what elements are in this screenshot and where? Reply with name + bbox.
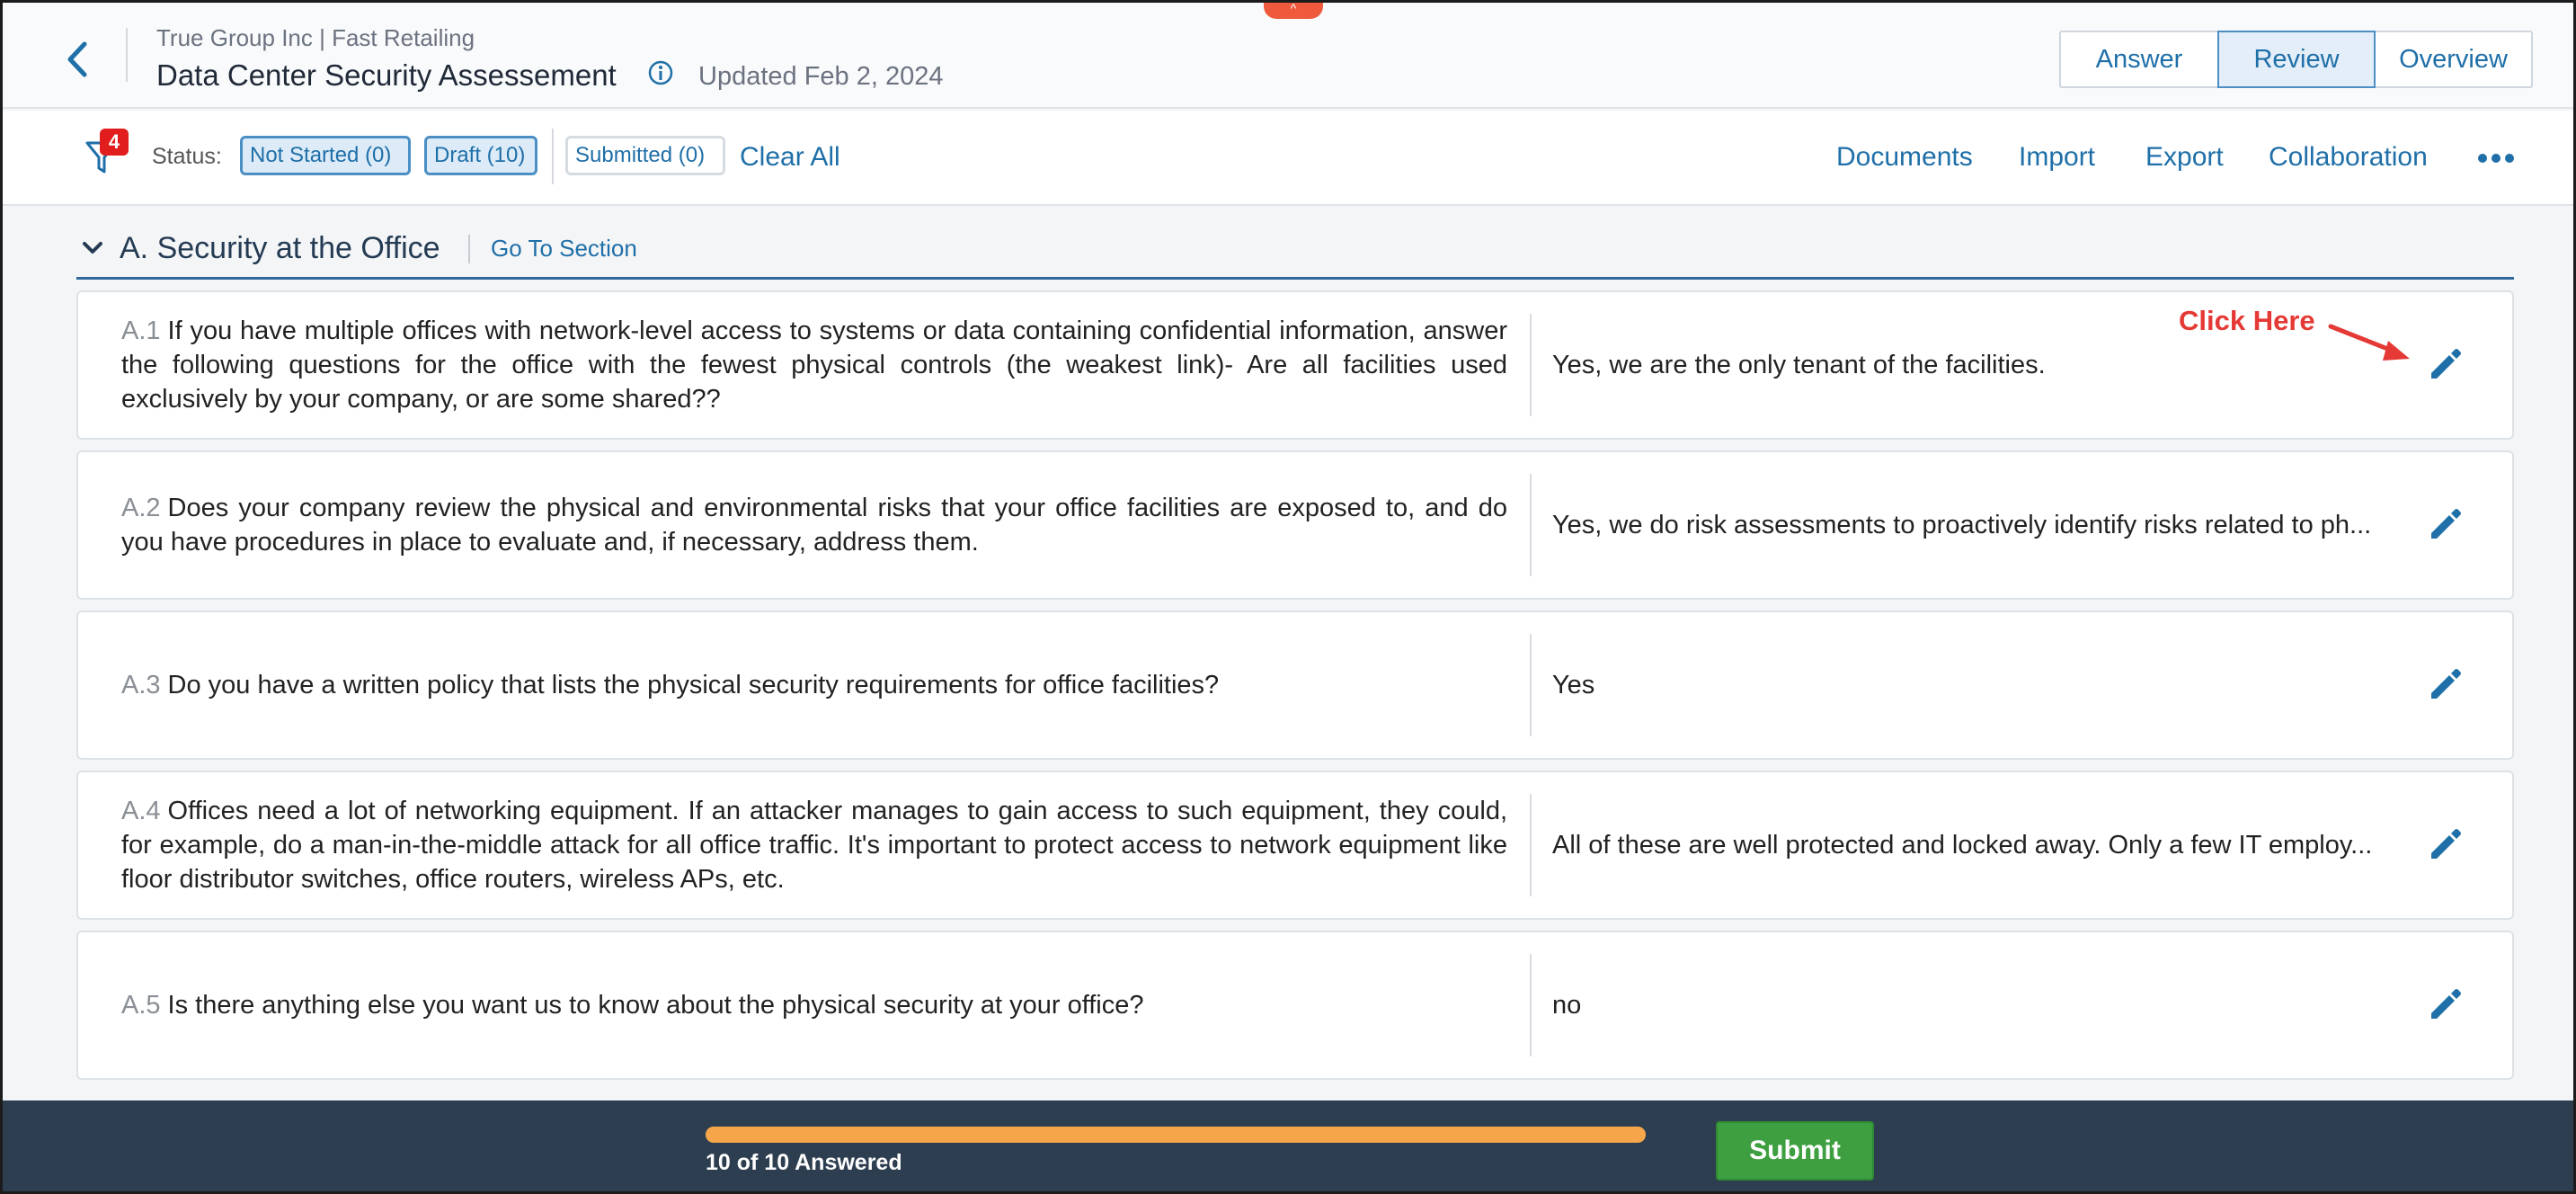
toolbar-divider: [552, 129, 554, 184]
section-title: A. Security at the Office: [120, 231, 440, 265]
collaboration-link[interactable]: Collaboration: [2269, 142, 2428, 172]
import-link[interactable]: Import: [2019, 142, 2096, 172]
card-divider: [1530, 794, 1532, 896]
question-card: [76, 610, 2514, 760]
header-divider: [126, 28, 128, 82]
question-body: If you have multiple offices with network-level access to systems or data containing confidential information, answer the following questions for the office with the fewest physical controls (the weakest link)- Are all facilities used exclusively by your company, or are some shared??: [121, 316, 1507, 414]
chevron-left-icon: [65, 40, 88, 78]
question-card: [76, 771, 2514, 920]
footer-bar: [3, 1100, 2573, 1194]
documents-link[interactable]: Documents: [1836, 142, 1973, 172]
answer-body: no: [1552, 990, 1582, 1020]
answer-text: [1552, 932, 2397, 1078]
status-chip-draft[interactable]: Draft (10): [424, 136, 537, 175]
info-icon[interactable]: [646, 58, 675, 87]
question-text: [121, 452, 1507, 598]
card-divider: [1530, 314, 1532, 416]
tab-answer[interactable]: Answer: [2095, 44, 2183, 74]
answer-body: Yes: [1552, 670, 1595, 699]
back-button[interactable]: [57, 37, 96, 82]
question-text: [121, 772, 1507, 918]
question-text: [121, 292, 1507, 438]
view-toggle: [2059, 31, 2533, 88]
breadcrumb: True Group Inc | Fast Retailing: [156, 24, 475, 51]
more-options-icon[interactable]: [2476, 147, 2516, 170]
pencil-icon[interactable]: [2424, 503, 2467, 546]
section-header: [76, 224, 2514, 280]
answer-text: [1552, 612, 2397, 758]
submit-button[interactable]: Submit: [1716, 1121, 1874, 1181]
status-label: Status:: [152, 144, 222, 169]
card-divider: [1530, 634, 1532, 736]
card-divider: [1530, 474, 1532, 576]
answer-body: Yes, we do risk assessments to proactively identify risks related to ph...: [1552, 510, 2372, 539]
answer-body: All of these are well protected and locked away. Only a few IT employ...: [1552, 830, 2373, 860]
pencil-icon[interactable]: [2424, 983, 2467, 1026]
clear-all-link[interactable]: Clear All: [740, 142, 840, 172]
filter-count-badge: 4: [100, 129, 129, 156]
progress-bar: [706, 1127, 1646, 1143]
answer-text: [1552, 772, 2397, 918]
question-card: [76, 931, 2514, 1080]
progress-text: 10 of 10 Answered: [706, 1150, 902, 1175]
question-number: A.5: [121, 991, 161, 1020]
question-number: A.1: [121, 316, 161, 345]
chevron-down-icon[interactable]: [80, 236, 105, 260]
header: [3, 3, 2573, 109]
question-body: Do you have a written policy that lists the physical security requirements for office facilities?: [167, 671, 1220, 699]
question-body: Is there anything else you want us to know about the physical security at your office?: [167, 991, 1144, 1020]
export-link[interactable]: Export: [2145, 142, 2224, 172]
page-title: Data Center Security Assessement: [156, 58, 617, 92]
go-to-section-link[interactable]: Go To Section: [491, 235, 637, 262]
question-card: [76, 450, 2514, 600]
question-number: A.3: [121, 671, 161, 699]
tab-overview[interactable]: Overview: [2399, 44, 2508, 74]
question-number: A.4: [121, 797, 161, 825]
section-divider: [468, 235, 470, 263]
tab-review[interactable]: Review: [2217, 31, 2376, 88]
answer-body: Yes, we are the only tenant of the facilities.: [1552, 350, 2046, 379]
pencil-icon[interactable]: [2424, 343, 2467, 386]
pencil-icon[interactable]: [2424, 663, 2467, 706]
status-chip-not-started[interactable]: Not Started (0): [240, 136, 411, 175]
pencil-icon[interactable]: [2424, 823, 2467, 866]
question-card: [76, 290, 2514, 440]
question-text: [121, 932, 1507, 1078]
click-here-annotation: Click Here: [2179, 305, 2315, 336]
question-number: A.2: [121, 494, 161, 522]
progress-fill: [706, 1127, 1646, 1143]
card-divider: [1530, 954, 1532, 1056]
updated-date: Updated Feb 2, 2024: [698, 62, 944, 91]
answer-text: [1552, 452, 2397, 598]
status-chip-submitted[interactable]: Submitted (0): [565, 136, 725, 175]
question-text: [121, 612, 1507, 758]
question-body: Does your company review the physical and environmental risks that your office facilities are exposed to, and do you have procedures in place to evaluate and, if necessary, address them.: [121, 494, 1507, 557]
question-body: Offices need a lot of networking equipment. If an attacker manages to gain access to such equipment, they could, for example, do a man-in-the-middle attack for all office traffic. It's important to protect access to network equipment like floor distributor switches, office routers, wireless APs, etc.: [121, 797, 1507, 894]
collapse-header-tab[interactable]: ^: [1264, 3, 1323, 19]
annotation-arrow-icon: [2327, 319, 2417, 366]
